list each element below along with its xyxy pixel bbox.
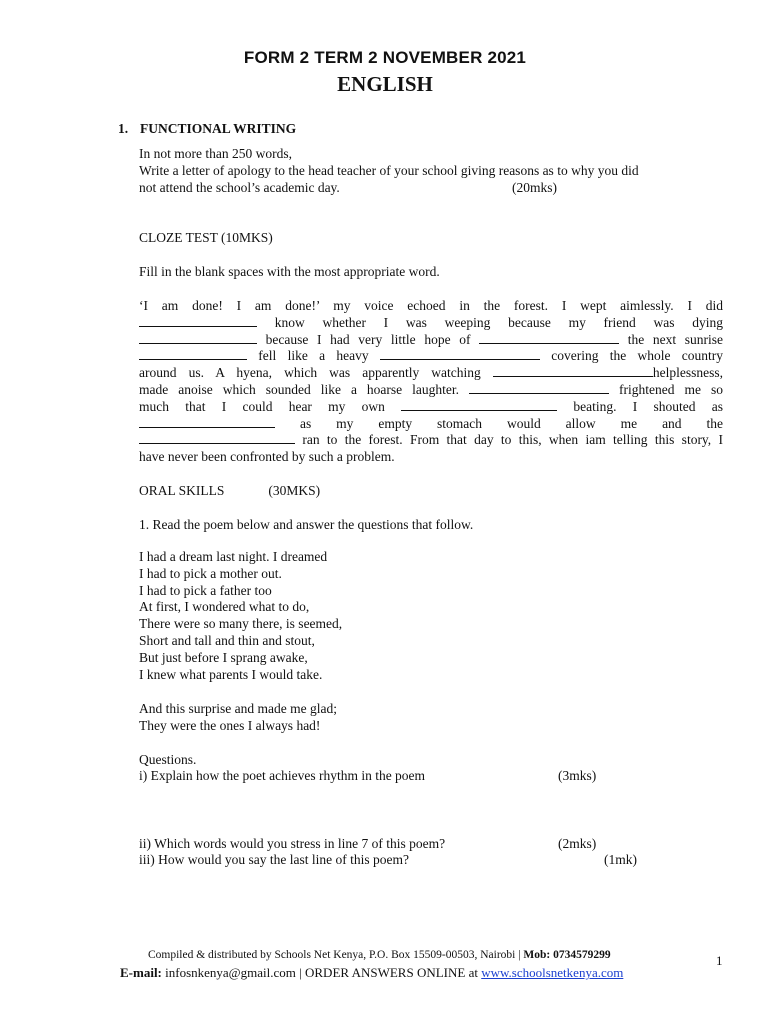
passage-line: as my empty stomach would allow me and the [139,416,723,433]
poem-line: Short and tall and thin and stout, [139,632,315,648]
passage-line: fell like a heavy covering the whole country [139,348,723,365]
oral-instruction: 1. Read the poem below and answer the questions that follow. [139,517,474,532]
footer-compiled-line: Compiled & distributed by Schools Net Kenya, P.O. Box 15509-00503, Nairobi | Mob: 0734579299 [148,949,611,961]
oral-skills-heading: ORAL SKILLS (30MKS) [139,483,321,498]
blank-line[interactable] [469,382,609,394]
section-heading-text: FUNCTIONAL WRITING [140,121,297,136]
instruction-line: In not more than 250 words, [139,146,292,161]
footer-mobile: Mob: 0734579299 [523,949,611,961]
question-3: iii) How would you say the last line of this poem? [139,852,409,867]
poem-stanza-1 [139,549,723,683]
question-2-marks: (2mks) [558,836,597,851]
section-heading-functional-writing [118,121,296,137]
exam-title: FORM 2 TERM 2 NOVEMBER 2021 [243,48,527,67]
blank-line[interactable] [139,315,257,327]
poem-stanza-2 [139,701,723,735]
page-number: 1 [716,953,723,968]
question-2: ii) Which words would you stress in line 7 of this poem? [139,836,446,851]
blank-line[interactable] [139,348,247,360]
poem-line: And this surprise and made me glad; [139,701,337,716]
passage-line: around us. A hyena, which was apparently watching helplessness, [139,365,723,381]
cloze-heading: CLOZE TEST (10MKS) [139,230,273,245]
subject-title: ENGLISH [337,72,433,96]
blank-line[interactable] [401,399,557,411]
instruction-line: Write a letter of apology to the head teacher of your school giving reasons as to why you did [139,162,639,178]
questions-label: Questions. [139,752,197,767]
website-link[interactable]: www.schoolsnetkenya.com [481,965,624,980]
functional-writing-instructions [139,146,723,196]
passage-line: because I had very little hope of the next sunrise [139,332,723,349]
section-number: 1. [118,121,129,136]
question-1-marks: (3mks) [558,768,597,783]
cloze-instruction: Fill in the blank spaces with the most appropriate word. [139,264,440,279]
instruction-line: not attend the school’s academic day. [139,179,340,195]
question-3-marks: (1mk) [604,852,637,867]
passage-line: know whether I was weeping because my friend was dying [139,315,723,332]
poem-line: They were the ones I always had! [139,717,321,733]
functional-writing-marks: (20mks) [512,180,557,195]
passage-line: have never been confronted by such a problem. [139,449,395,465]
passage-line: ran to the forest. From that day to this, when iam telling this story, I [139,432,723,449]
question-1: i) Explain how the poet achieves rhythm in the poem [139,768,426,783]
passage-line: much that I could hear my own beating. I shouted as [139,398,723,414]
blank-line[interactable] [139,332,257,344]
blank-line[interactable] [493,365,653,377]
blank-line[interactable] [380,348,540,360]
poem-line: I had a dream last night. I dreamed [139,549,328,564]
poem-line: At first, I wondered what to do, [139,599,310,615]
poem-line: I had to pick a father too [139,582,272,598]
poem-line: But just before I sprang awake, [139,649,308,665]
footer-contact-line: E-mail: infosnkenya@gmail.com | ORDER ANSWERS ONLINE at www.schoolsnetkenya.com [120,965,624,980]
cloze-passage [139,298,723,466]
passage-line: made anoise which sounded like a hoarse laughter. frightened me so [139,381,723,397]
blank-line[interactable] [139,432,295,444]
passage-line: ‘I am done! I am done!’ my voice echoed in the forest. I wept aimlessly. I did [139,298,723,313]
blank-line[interactable] [139,416,275,428]
poem-line: There were so many there, is seemed, [139,616,343,632]
footer-email: infosnkenya@gmail.com [165,965,296,980]
poem-line: I knew what parents I would take. [139,666,323,682]
poem-line: I had to pick a mother out. [139,565,282,581]
blank-line[interactable] [479,332,619,344]
